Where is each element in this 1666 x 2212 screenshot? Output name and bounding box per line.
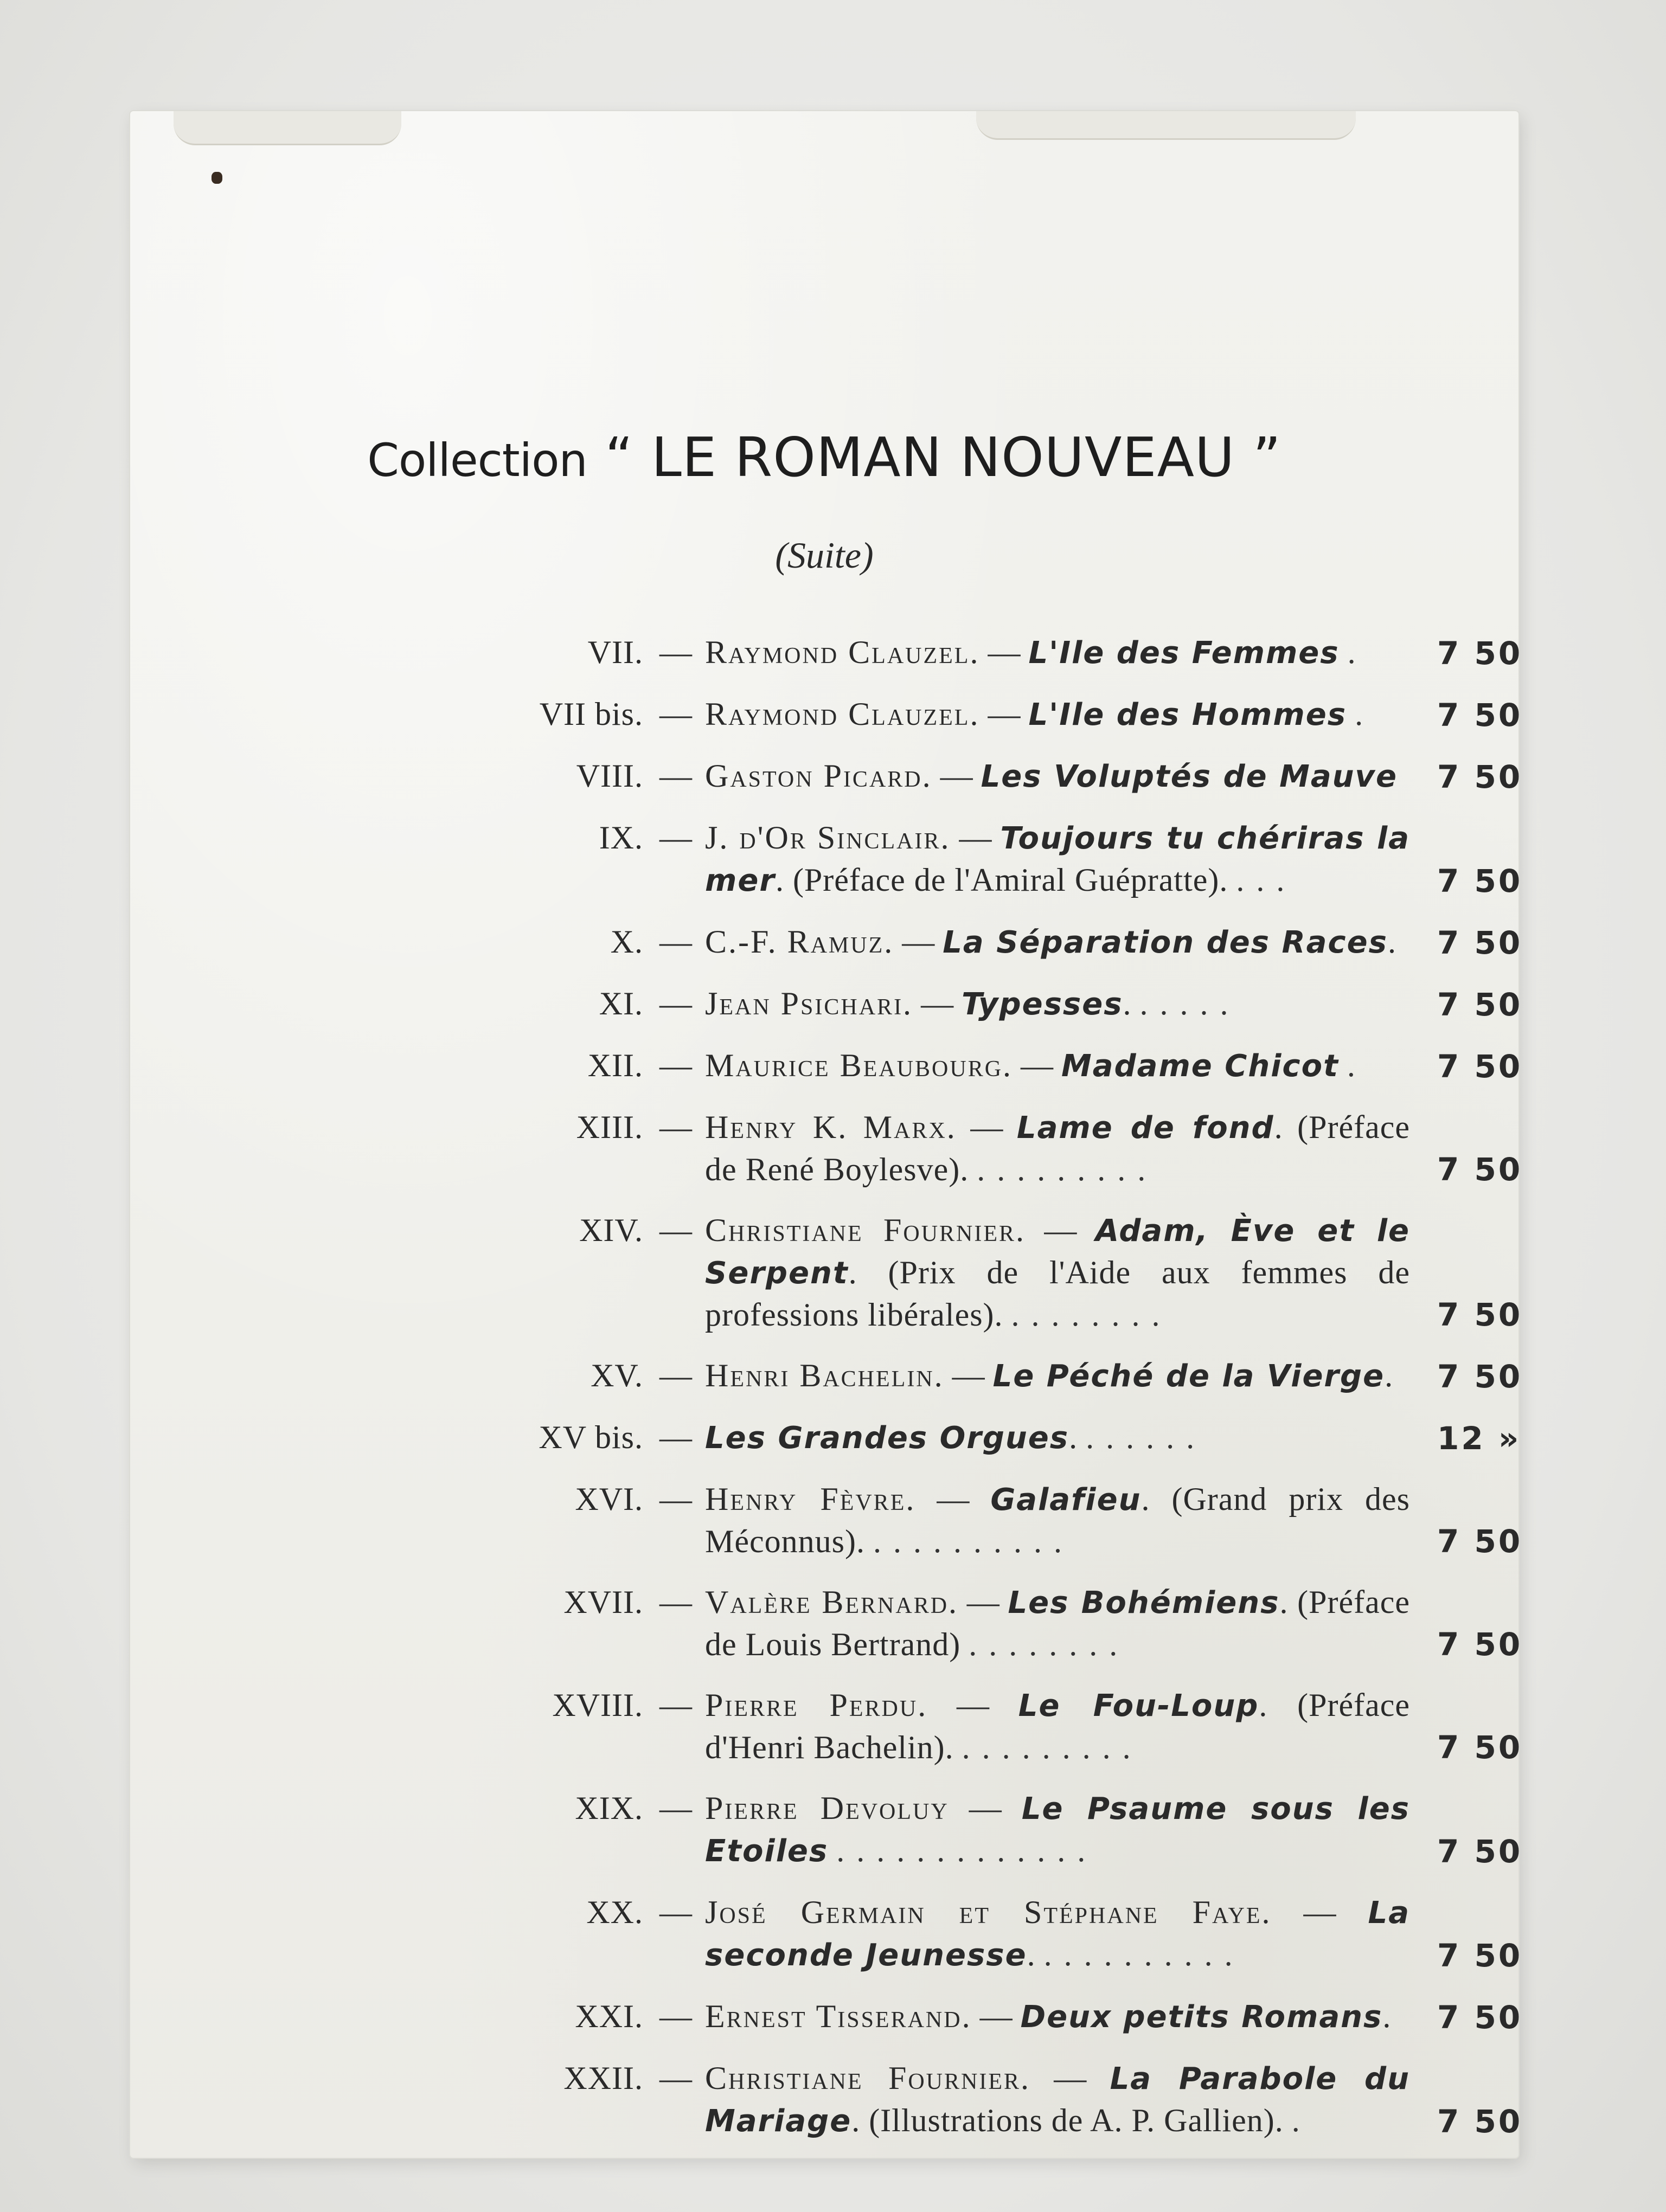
entry-note: . (Prix de l'Aide aux femmes de professions libérales). bbox=[705, 1255, 1410, 1333]
entry-author: Pierre Perdu. bbox=[705, 1687, 928, 1723]
entry-dash: — bbox=[659, 696, 692, 732]
book-back-cover bbox=[130, 111, 1523, 2158]
entry-dash: — bbox=[659, 1481, 692, 1517]
entry-dash: — bbox=[659, 1687, 692, 1723]
page-subtitle: (Suite) bbox=[775, 535, 874, 576]
entry-dash: — bbox=[659, 1109, 692, 1145]
entry-dash: — bbox=[659, 986, 692, 1021]
list-item: VII. — Raymond Clauzel. — L'Ile des Femmes . 7 50 bbox=[130, 632, 1518, 674]
entry-price: 7 50 bbox=[1437, 758, 1523, 795]
entry-leader-dots: ......... bbox=[962, 1729, 1143, 1765]
entry-leader-dots: . bbox=[1347, 634, 1368, 670]
entry-number: XII. bbox=[587, 1047, 643, 1083]
entry-number: VII bis. bbox=[539, 696, 643, 732]
entry-note: . bbox=[1385, 1358, 1394, 1393]
entry-author: Henry Fèvre. bbox=[705, 1481, 916, 1517]
entry-title: Lame de fond bbox=[1016, 1110, 1274, 1146]
entry-title: La Parabole du Mariage bbox=[705, 2061, 1410, 2139]
list-item: XXII. — Christiane Fournier. — La Parabole du Mariage. (Illustrations de A. P. Gallien). . 7 50 bbox=[130, 2057, 1518, 2142]
entry-leader-dots: ........ bbox=[969, 1626, 1130, 1662]
entry-note: . (Préface de René Boylesve). bbox=[705, 1109, 1411, 1187]
entry-number: XIV. bbox=[579, 1212, 643, 1248]
entry-title: Galafieu bbox=[990, 1482, 1142, 1517]
entry-number: XIII. bbox=[576, 1109, 643, 1145]
entry-author: C.-F. Ramuz. bbox=[705, 924, 894, 960]
entry-title: L'Ile des Hommes bbox=[1028, 697, 1347, 732]
entry-author: Maurice Beaubourg. bbox=[705, 1047, 1013, 1083]
entry-price: 7 50 bbox=[1437, 863, 1523, 899]
entry-number: XX. bbox=[586, 1894, 643, 1930]
entry-leader-dots: . bbox=[1291, 2102, 1312, 2138]
entry-price: 7 50 bbox=[1437, 924, 1523, 961]
entry-price: 7 50 bbox=[1437, 1999, 1523, 2036]
entry-leader-dots: . bbox=[1347, 1047, 1367, 1083]
entry-author: J. d'Or Sinclair. bbox=[705, 820, 951, 856]
entry-author: Christiane Fournier. bbox=[705, 1212, 1026, 1248]
entry-author: Jean Psichari. bbox=[705, 986, 913, 1021]
entry-author: Raymond Clauzel. bbox=[705, 696, 980, 732]
entry-number: XXII. bbox=[563, 2060, 643, 2096]
entry-number: XVI. bbox=[575, 1481, 643, 1517]
entry-leader-dots: . bbox=[1355, 696, 1375, 732]
entry-leader-dots: .......... bbox=[1043, 1937, 1245, 1972]
list-item: XIII. — Henry K. Marx. — Lame de fond. (Préface de René Boylesve). ......... 7 50 bbox=[130, 1107, 1518, 1190]
list-item: XV. — Henri Bachelin. — Le Péché de la Vierge. 7 50 bbox=[130, 1355, 1518, 1397]
tear-mark bbox=[976, 111, 1356, 140]
entry-price: 7 50 bbox=[1437, 1151, 1523, 1188]
entry-number: VIII. bbox=[576, 758, 643, 794]
entry-price: 7 50 bbox=[1437, 1523, 1523, 1560]
entry-dash: — bbox=[659, 1894, 692, 1930]
entry-title: L'Ile des Femmes bbox=[1028, 635, 1340, 671]
entry-price: 7 50 bbox=[1437, 1048, 1523, 1085]
torn-top-edge bbox=[130, 111, 1518, 176]
entry-number: XI. bbox=[599, 986, 643, 1021]
entry-dash: — bbox=[659, 634, 692, 670]
entry-leader-dots: ..... bbox=[1139, 986, 1240, 1021]
entry-note: . bbox=[1382, 1998, 1392, 2034]
list-item: XIX. — Pierre Devoluy — Le Psaume sous les Etoiles ............. 7 50 bbox=[130, 1787, 1518, 1872]
entry-dash: — bbox=[659, 1790, 692, 1826]
entry-number: XIX. bbox=[575, 1790, 643, 1826]
entry-title: Les Bohémiens bbox=[1008, 1585, 1280, 1621]
entry-dash: — bbox=[659, 758, 692, 794]
entry-number: XXI. bbox=[575, 1998, 643, 2034]
entry-price: 7 50 bbox=[1437, 1729, 1523, 1766]
entry-title: Les Voluptés de Mauve bbox=[981, 759, 1398, 794]
entry-dash: — bbox=[659, 2060, 692, 2096]
entry-title: Typesses bbox=[962, 987, 1123, 1022]
entry-note: . bbox=[1123, 986, 1132, 1021]
entry-note: . bbox=[1027, 1937, 1036, 1972]
entry-number: X. bbox=[610, 924, 643, 960]
ink-spot-mark bbox=[212, 172, 222, 184]
list-item: XX. — José Germain et Stéphane Faye. — La seconde Jeunesse. .......... 7 50 bbox=[130, 1892, 1518, 1976]
entry-title: La Séparation des Races bbox=[943, 925, 1388, 960]
entry-note: . (Préface de Louis Bertrand) bbox=[705, 1584, 1411, 1662]
entry-price: 7 50 bbox=[1437, 1358, 1523, 1395]
entry-price: 7 50 bbox=[1437, 1626, 1523, 1663]
entry-note: . (Préface de l'Amiral Guépratte). bbox=[775, 862, 1228, 898]
entry-price: 12 » bbox=[1437, 1420, 1521, 1457]
entry-title: Le Psaume sous les Etoiles bbox=[705, 1791, 1411, 1869]
entry-author: Ernest Tisserand. bbox=[705, 1998, 972, 2034]
entry-dash: — bbox=[659, 1419, 692, 1455]
entry-dash: — bbox=[659, 820, 692, 856]
entry-author: José Germain et Stéphane Faye. bbox=[705, 1894, 1272, 1930]
entry-note: . (Grand prix des Méconnus). bbox=[705, 1481, 1410, 1559]
list-item bbox=[130, 1417, 1521, 1459]
entry-dash: — bbox=[659, 1047, 692, 1083]
entry-price: 7 50 bbox=[1437, 635, 1523, 672]
entry-title: Adam, Ève et le Serpent bbox=[705, 1213, 1410, 1291]
entry-note: . (Illustrations de A. P. Gallien). bbox=[851, 2102, 1284, 2138]
entry-dash: — bbox=[659, 1998, 692, 2034]
title-prefix: Collection bbox=[367, 434, 587, 487]
entry-number: XVII. bbox=[563, 1584, 643, 1620]
entry-price: 7 50 bbox=[1437, 1833, 1523, 1870]
entry-title: Le Fou-Loup bbox=[1018, 1688, 1259, 1724]
entry-title: Toujours tu chériras la mer bbox=[705, 821, 1411, 898]
list-item: VIII. — Gaston Picard. — Les Voluptés de Mauve 7 50 bbox=[130, 755, 1518, 798]
entry-dash: — bbox=[659, 1584, 692, 1620]
entry-author: Gaston Picard. bbox=[705, 758, 932, 794]
entry-leader-dots: ............. bbox=[836, 1832, 1098, 1868]
title-main: “ LE ROMAN NOUVEAU ” bbox=[605, 426, 1281, 489]
entry-leader-dots: .......... bbox=[873, 1523, 1074, 1559]
entry-author: Christiane Fournier. bbox=[705, 2060, 1030, 2096]
entry-title: Madame Chicot bbox=[1061, 1049, 1339, 1084]
list-item: VII bis. — Raymond Clauzel. — L'Ile des Hommes . 7 50 bbox=[130, 693, 1518, 736]
list-item: XIV. — Christiane Fournier. — Adam, Ève et le Serpent. (Prix de l'Aide aux femmes de professions libérales). ........ 7 50 bbox=[130, 1210, 1518, 1335]
entry-author: Henri Bachelin. bbox=[705, 1358, 944, 1393]
entry-note: . bbox=[1387, 924, 1396, 960]
entry-note: . (Préface d'Henri Bachelin). bbox=[705, 1687, 1410, 1765]
entry-note: . bbox=[1069, 1419, 1078, 1455]
entry-price: 7 50 bbox=[1437, 986, 1523, 1023]
entry-price: 7 50 bbox=[1437, 1296, 1523, 1333]
entry-title: La seconde Jeunesse bbox=[705, 1895, 1410, 1973]
list-item: XVI. — Henry Fèvre. — Galafieu. (Grand prix des Méconnus). .......... 7 50 bbox=[130, 1478, 1518, 1562]
entry-number: XVIII. bbox=[552, 1687, 643, 1723]
entry-title: Deux petits Romans bbox=[1020, 1999, 1383, 2035]
entry-author: Henry K. Marx. bbox=[705, 1109, 957, 1145]
entry-author: Valère Bernard. bbox=[705, 1584, 959, 1620]
list-item: XXI. — Ernest Tisserand. — Deux petits Romans. 7 50 bbox=[130, 1996, 1518, 2038]
entry-leader-dots: ... bbox=[1236, 862, 1297, 898]
entry-title: Le Péché de la Vierge bbox=[992, 1359, 1385, 1394]
entry-price: 7 50 bbox=[1437, 697, 1523, 734]
entry-number: XV bis. bbox=[539, 1419, 643, 1455]
entry-dash: — bbox=[659, 1358, 692, 1393]
entry-dash: — bbox=[659, 1212, 692, 1248]
list-item: IX. — J. d'Or Sinclair. — Toujours tu chériras la mer. (Préface de l'Amiral Guépratte). ... 7 50 bbox=[130, 817, 1518, 902]
entry-dash: — bbox=[659, 924, 692, 960]
entry-price: 7 50 bbox=[1437, 1937, 1523, 1974]
entry-leader-dots: ...... bbox=[1086, 1419, 1207, 1455]
entry-author: Pierre Devoluy bbox=[705, 1790, 949, 1826]
list-item: XVII. — Valère Bernard. — Les Bohémiens. (Préface de Louis Bertrand) ........ 7 50 bbox=[130, 1581, 1518, 1665]
entry-author: Raymond Clauzel. bbox=[705, 634, 980, 670]
list-item: XI. — Jean Psichari. — Typesses. ..... 7 50 bbox=[130, 983, 1518, 1025]
entry-title: Les Grandes Orgues bbox=[705, 1420, 1069, 1456]
entry-price: 7 50 bbox=[1437, 2103, 1523, 2140]
entry-leader-dots: ........ bbox=[1011, 1297, 1172, 1333]
tear-mark bbox=[174, 111, 401, 145]
page-title bbox=[130, 426, 1518, 489]
book-list bbox=[130, 632, 1523, 2162]
entry-leader-dots: ......... bbox=[977, 1152, 1158, 1187]
entry-number: IX. bbox=[599, 820, 643, 856]
list-item: XII. — Maurice Beaubourg. — Madame Chicot . 7 50 bbox=[130, 1045, 1518, 1087]
entry-number: VII. bbox=[587, 634, 643, 670]
list-item: X. — C.-F. Ramuz. — La Séparation des Races. 7 50 bbox=[130, 921, 1518, 963]
list-item: XVIII. — Pierre Perdu. — Le Fou-Loup. (Préface d'Henri Bachelin). ......... 7 50 bbox=[130, 1684, 1518, 1768]
entry-number: XV. bbox=[591, 1358, 643, 1393]
